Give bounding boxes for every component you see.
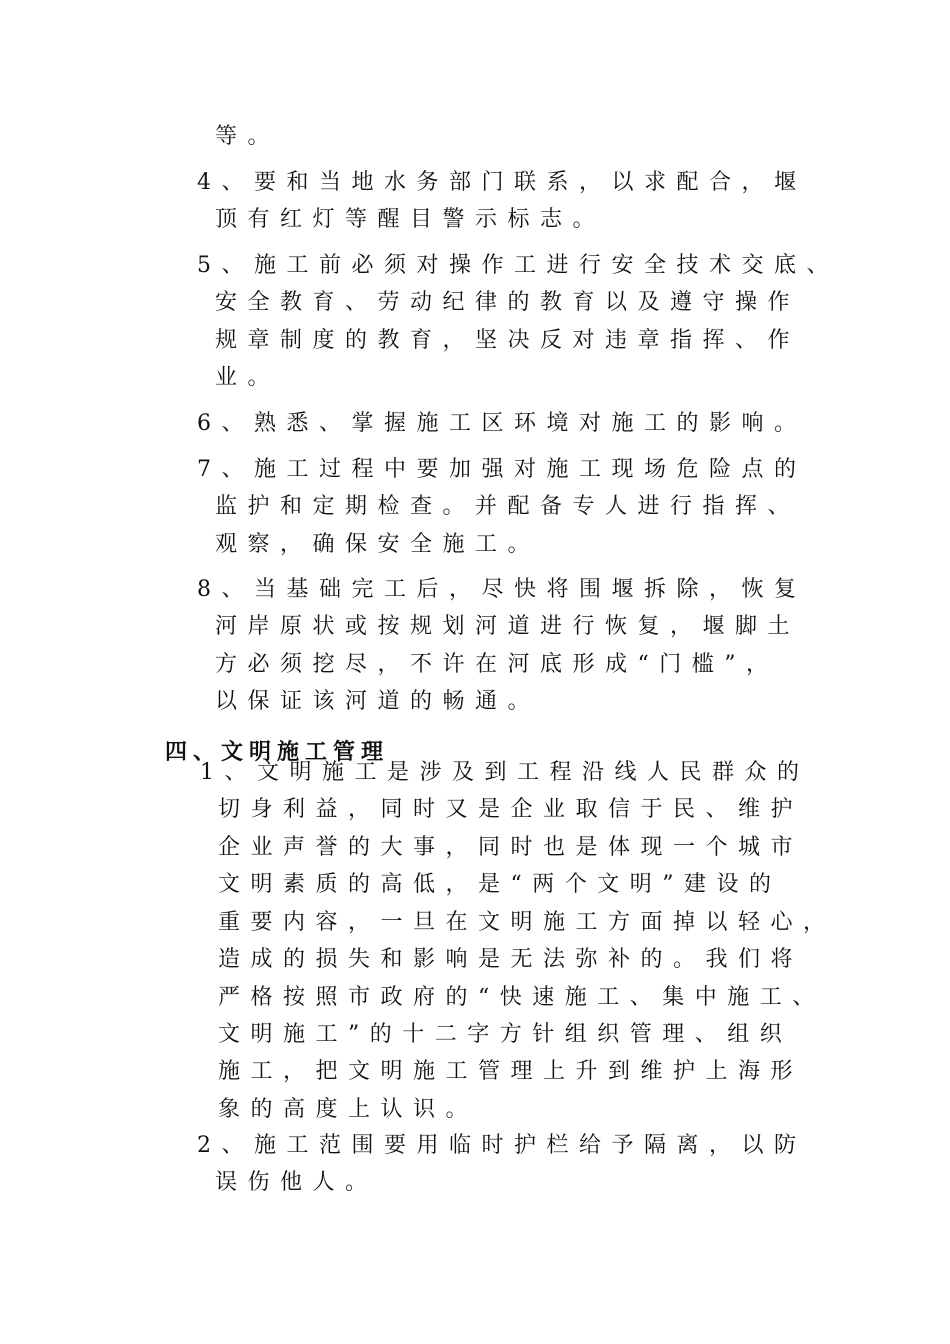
paragraph-1-line-6: 造成的损失和影响是无法弥补的。我们将 xyxy=(218,947,804,972)
section-heading: 四、文明施工管理 xyxy=(165,740,390,765)
list-item-5-line-1: 5、施工前必须对操作工进行安全技术交底、 xyxy=(197,253,839,278)
list-item-8-line-1: 8、当基础完工后，尽快将围堰拆除，恢复 xyxy=(197,577,807,602)
list-item-4-line-2: 顶有红灯等醒目警示标志。 xyxy=(215,207,606,232)
list-item-8-line-3: 方必须挖尽，不许在河底形成“门槛”， xyxy=(215,652,779,677)
list-item-7-line-2: 监护和定期检查。并配备专人进行指挥、 xyxy=(215,494,801,519)
list-item-6-line-1: 6、熟悉、掌握施工区环境对施工的影响。 xyxy=(197,411,807,436)
list-item-8-line-2: 河岸原状或按规划河道进行恢复，堰脚土 xyxy=(215,614,801,639)
paragraph-1-line-5: 重要内容，一旦在文明施工方面掉以轻心， xyxy=(218,910,836,935)
list-item-8-line-4: 以保证该河道的畅通。 xyxy=(215,689,541,714)
prev-item-tail: 等。 xyxy=(215,124,281,149)
list-item-4-line-1: 4、要和当地水务部门联系，以求配合，堰 xyxy=(197,170,807,195)
list-item-7-line-3: 观察，确保安全施工。 xyxy=(215,532,541,557)
paragraph-1-line-3: 企业声誉的大事，同时也是体现一个城市 xyxy=(218,835,804,860)
list-item-5-line-3: 规章制度的教育，坚决反对违章指挥、作 xyxy=(215,328,801,353)
paragraph-1-line-7: 严格按照市政府的“快速施工、集中施工、 xyxy=(218,985,825,1010)
paragraph-1-line-4: 文明素质的高低，是“两个文明”建设的 xyxy=(218,872,782,897)
paragraph-1-line-1: 1、文明施工是涉及到工程沿线人民群众的 xyxy=(200,760,810,785)
paragraph-1-line-9: 施工，把文明施工管理上升到维护上海形 xyxy=(218,1059,804,1084)
paragraph-1-line-8: 文明施工”的十二字方针组织管理、组织 xyxy=(218,1022,793,1047)
paragraph-2-line-1: 2、施工范围要用临时护栏给予隔离，以防 xyxy=(197,1133,807,1158)
list-item-5-line-4: 业。 xyxy=(215,365,281,390)
list-item-7-line-1: 7、施工过程中要加强对施工现场危险点的 xyxy=(197,457,807,482)
paragraph-1-line-10: 象的高度上认识。 xyxy=(218,1097,479,1122)
paragraph-2-line-2: 误伤他人。 xyxy=(215,1170,378,1195)
list-item-5-line-2: 安全教育、劳动纪律的教育以及遵守操作 xyxy=(215,290,801,315)
paragraph-1-line-2: 切身利益，同时又是企业取信于民、维护 xyxy=(218,797,804,822)
